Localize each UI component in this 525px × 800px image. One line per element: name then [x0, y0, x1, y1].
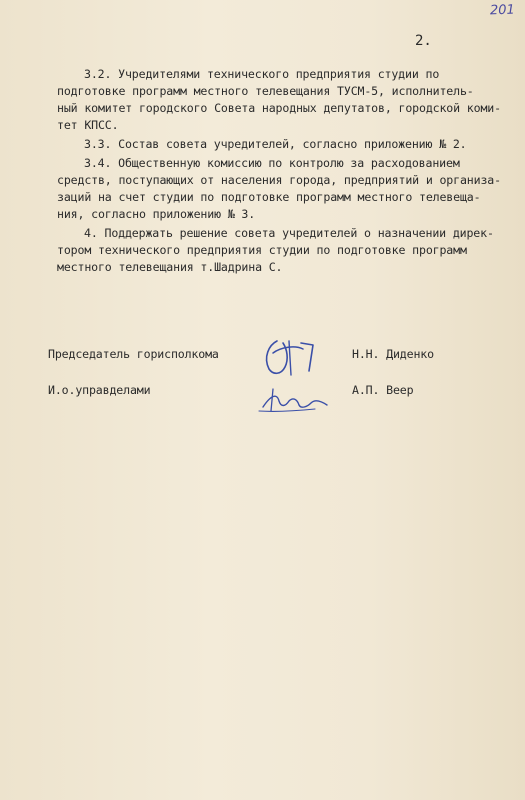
paragraph-line: ный комитет городского Совета народных депутатов, городской коми- — [57, 101, 501, 115]
paragraph-line: тором технического предприятия студии по подготовке программ — [57, 243, 467, 257]
chairman-title: Председатель горисполкома — [48, 347, 219, 361]
manager-title: И.о.управделами — [48, 383, 151, 397]
page-number: 2. — [415, 33, 432, 49]
chairman-name: Н.Н. Диденко — [352, 347, 434, 361]
chairman-signature — [255, 335, 335, 385]
paragraph-line: 3.2. Учредителями технического предприятия студии по — [84, 67, 440, 81]
paragraph-line: местного телевещания т.Шадрина С. — [57, 260, 283, 274]
archive-page-number: 201 — [489, 2, 516, 19]
paragraph-line: ния, согласно приложению № 3. — [57, 207, 256, 221]
paragraph-line: 4. Поддержать решение совета учредителей о назначении дирек- — [84, 226, 494, 240]
paragraph-line: тет КПСС. — [57, 118, 119, 132]
paragraph-line: 3.3. Состав совета учредителей, согласно приложению № 2. — [84, 137, 467, 151]
manager-name: А.П. Веер — [352, 383, 414, 397]
paragraph-line: подготовке программ местного телевещания ТУСМ-5, исполнитель- — [57, 84, 474, 98]
manager-signature — [255, 385, 335, 417]
paragraph-line: 3.4. Общественную комиссию по контролю за расходованием — [84, 156, 460, 170]
paragraph-line: средств, поступающих от населения города, предприятий и организа- — [57, 173, 501, 187]
paragraph-line: заций на счет студии по подготовке программ местного телевеща- — [57, 190, 481, 204]
